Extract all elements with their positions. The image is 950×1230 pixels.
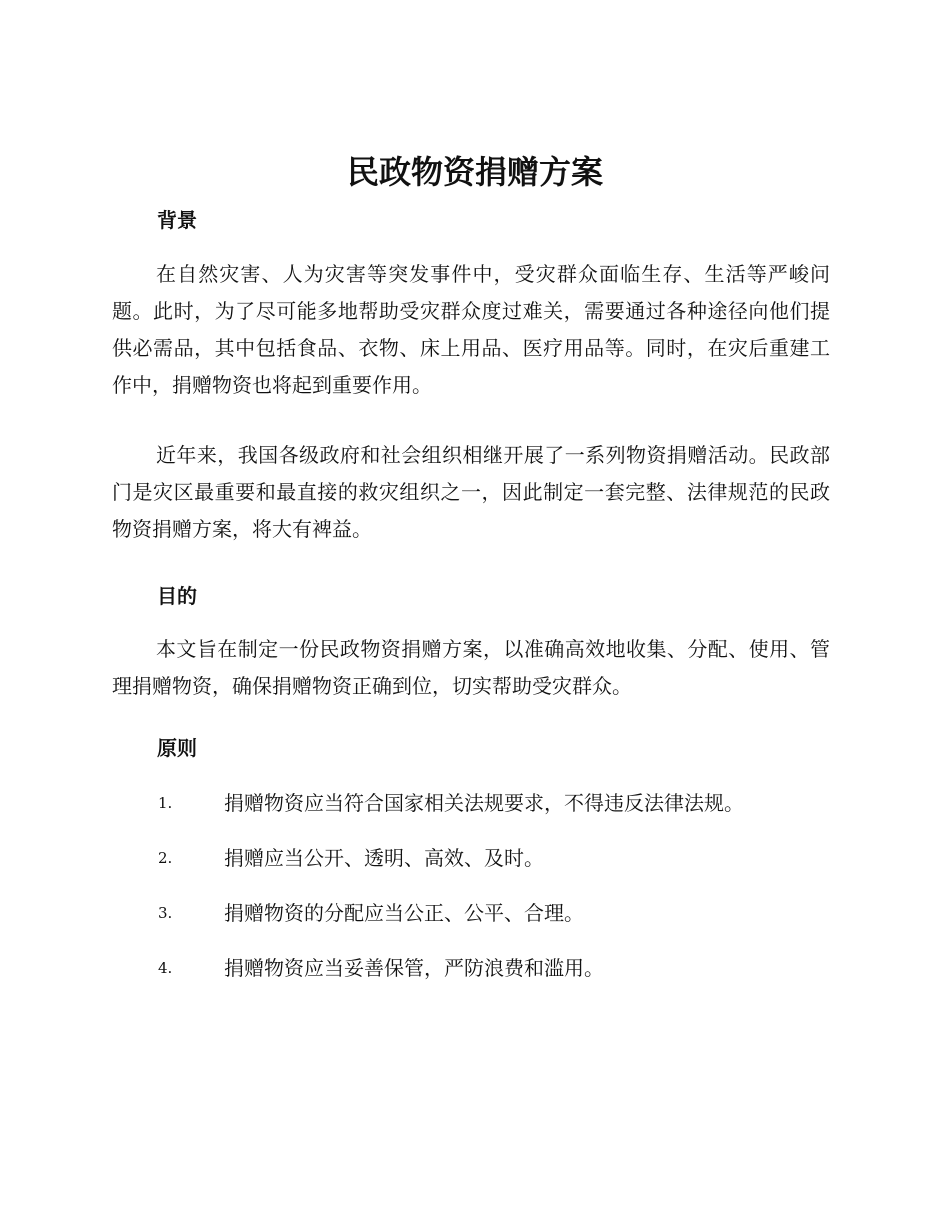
list-number: 2. — [158, 849, 173, 867]
background-paragraph-1: 在自然灾害、人为灾害等突发事件中，受灾群众面临生存、生活等严峻问题。此时，为了尽可能多地帮助受灾群众度过难关，需要通过各种途径向他们提供必需品，其中包括食品、衣物、床上用品、医疗用品等。同时，在灾后重建工作中，捐赠物资也将起到重要作用。 — [112, 262, 830, 397]
list-text: 捐赠物资应当妥善保管，严防浪费和滥用。 — [224, 956, 604, 980]
list-text: 捐赠物资应当符合国家相关法规要求，不得违反法律法规。 — [224, 791, 744, 815]
list-number: 4. — [158, 959, 173, 977]
list-number: 1. — [158, 794, 173, 812]
document-title: 民政物资捐赠方案 — [346, 153, 603, 191]
list-text: 捐赠应当公开、透明、高效、及时。 — [224, 846, 544, 870]
section-heading-background: 背景 — [157, 208, 197, 232]
background-paragraph-2: 近年来，我国各级政府和社会组织相继开展了一系列物资捐赠活动。民政部门是灾区最重要和最直接的救灾组织之一，因此制定一套完整、法律规范的民政物资捐赠方案，将大有裨益。 — [112, 443, 830, 541]
list-text: 捐赠物资的分配应当公正、公平、合理。 — [224, 901, 584, 925]
section-heading-principles: 原则 — [157, 736, 197, 760]
list-number: 3. — [158, 904, 173, 922]
purpose-paragraph: 本文旨在制定一份民政物资捐赠方案，以准确高效地收集、分配、使用、管理捐赠物资，确保捐赠物资正确到位，切实帮助受灾群众。 — [112, 637, 830, 698]
section-heading-purpose: 目的 — [157, 584, 197, 608]
